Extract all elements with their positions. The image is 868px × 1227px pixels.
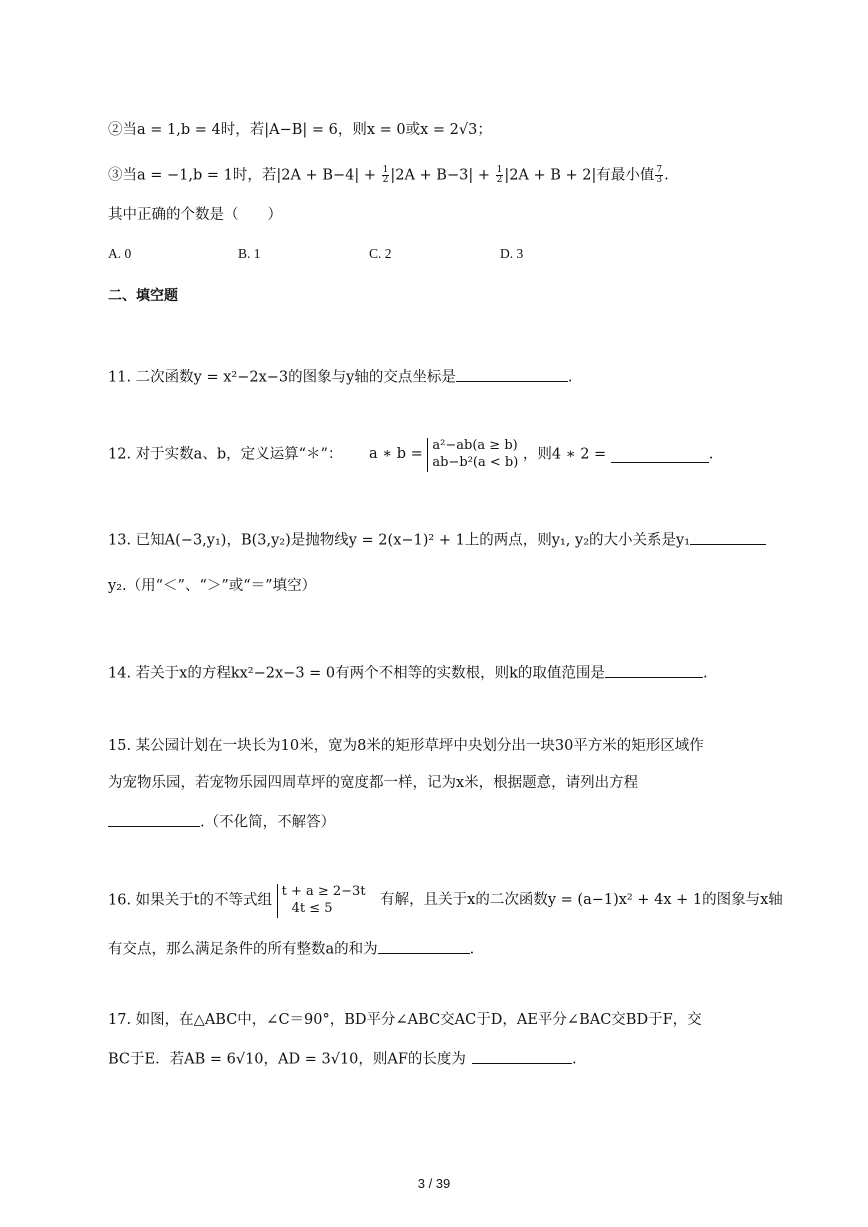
answer-blank-17[interactable] [472,1048,572,1064]
question-16-line1 [108,884,783,918]
question-15-line1: 15. 某公园计划在一块长为10米，宽为8米的矩形草坪中央划分出一块30平方米的矩形区域作 [108,738,704,754]
option-b[interactable]: B. 1 [238,246,261,261]
q12-text-b: ，则4 ∗ 2 = [522,446,607,463]
q17-text-b: BC于E．若AB = 6√10，AD = 3√10，则AF的长度为 [108,1051,466,1068]
q16-text-b: 有解，且关于x的二次函数y = (a−1)x² + 4x + 1的图象与x轴 [380,892,783,909]
fraction-half-1: $\frac{1}{2}$ [382,165,389,185]
answer-blank-14[interactable] [605,662,703,678]
option-c[interactable]: C. 2 [369,246,392,261]
option-a[interactable]: A. 0 [108,246,132,261]
fraction-min-value: $\frac{7}{3}$ [656,165,663,185]
q15-text-c: .（不化简，不解答） [200,814,336,831]
question-17-line2: BC于E．若AB = 6√10，AD = 3√10，则AF的长度为 . [108,1048,577,1069]
question-11: 11. 二次函数y = x²−2x−3的图象与y轴的交点坐标是 . [108,366,572,387]
q16-text-a: 16. 如果关于t的不等式组 [108,892,272,909]
question-13-line2: y₂.（用“＜”、“＞”或“＝”填空） [108,578,317,594]
answer-blank-11[interactable] [456,366,568,382]
question-17-line1: 17. 如图，在△ABC中，∠C＝90°，BD平分∠ABC交AC于D，AE平分∠BAC交BD于F，交 [108,1012,702,1028]
section-title: 二、填空题 [108,288,178,304]
q12-case2: ab−b²(a < b) [432,454,519,470]
q16-case1: t + a ≥ 2−3t [281,884,366,899]
q16-inequality-system [277,884,366,918]
question-line: 其中正确的个数是（ ） [108,207,282,223]
fraction-half-2: $\frac{1}{2}$ [496,165,503,185]
question-14: 14. 若关于x的方程kx²−2x−3 = 0有两个不相等的实数根，则k的取值范围是 . [108,662,708,683]
question-16-line2: 有交点，那么满足条件的所有整数a的和为 . [108,938,474,959]
q11-text: 11. 二次函数y = x²−2x−3的图象与y轴的交点坐标是 [108,369,456,386]
question-12: 12. 对于实数a、b，定义运算“＊”： a ∗ b = a²−ab(a ≥ b) ab−b²(a < b) ，则4 ∗ 2 = . [108,438,714,470]
question-15-line3 [108,811,335,832]
page-number: 3 / 39 [417,1176,451,1191]
q16-text-c: 有交点，那么满足条件的所有整数a的和为 [108,941,378,958]
question-13-line1 [108,529,766,550]
q16-case2: 4t ≤ 5 [291,900,333,916]
cond3-part-b: |2A + B−3| + [390,167,495,184]
cond3-part-a: ③当a = −1,b = 1时，若|2A + B−4| + [108,167,381,184]
option-d[interactable]: D. 3 [500,246,524,261]
question-15-line2: 为宠物乐园，若宠物乐园四周草坪的宽度都一样，记为x米，根据题意，请列出方程 [108,775,639,791]
cond2-line: ②当a = 1,b = 4时，若|A−B| = 6，则x = 0或x = 2√3； [108,122,492,138]
cond3-part-c: |2A + B + 2|有最小值 [504,167,655,184]
q12-expr: a ∗ b = [369,446,423,463]
answer-blank-16[interactable] [378,938,470,954]
q14-text: 14. 若关于x的方程kx²−2x−3 = 0有两个不相等的实数根，则k的取值范围是 [108,665,605,682]
answer-blank-13[interactable] [690,529,766,545]
q12-text-a: 12. 对于实数a、b，定义运算“＊”： [108,446,343,463]
answer-blank-12[interactable] [611,447,709,463]
answer-blank-15[interactable] [108,811,200,827]
q12-piecewise [427,438,518,472]
cond3-line: ③当a = −1,b = 1时，若|2A + B−4| + $\frac{1}{2}$ |2A + B−3| + $\frac{1}{2}$ |2A + B + 2|有最小值 $\frac{7}{3}$ . [108,165,669,185]
q13-text-a: 13. 已知A(−3,y₁)，B(3,y₂)是抛物线y = 2(x−1)² + 1上的两点，则y₁, y₂的大小关系是y₁ [108,532,691,549]
q12-case1: a²−ab(a ≥ b) [432,438,518,453]
